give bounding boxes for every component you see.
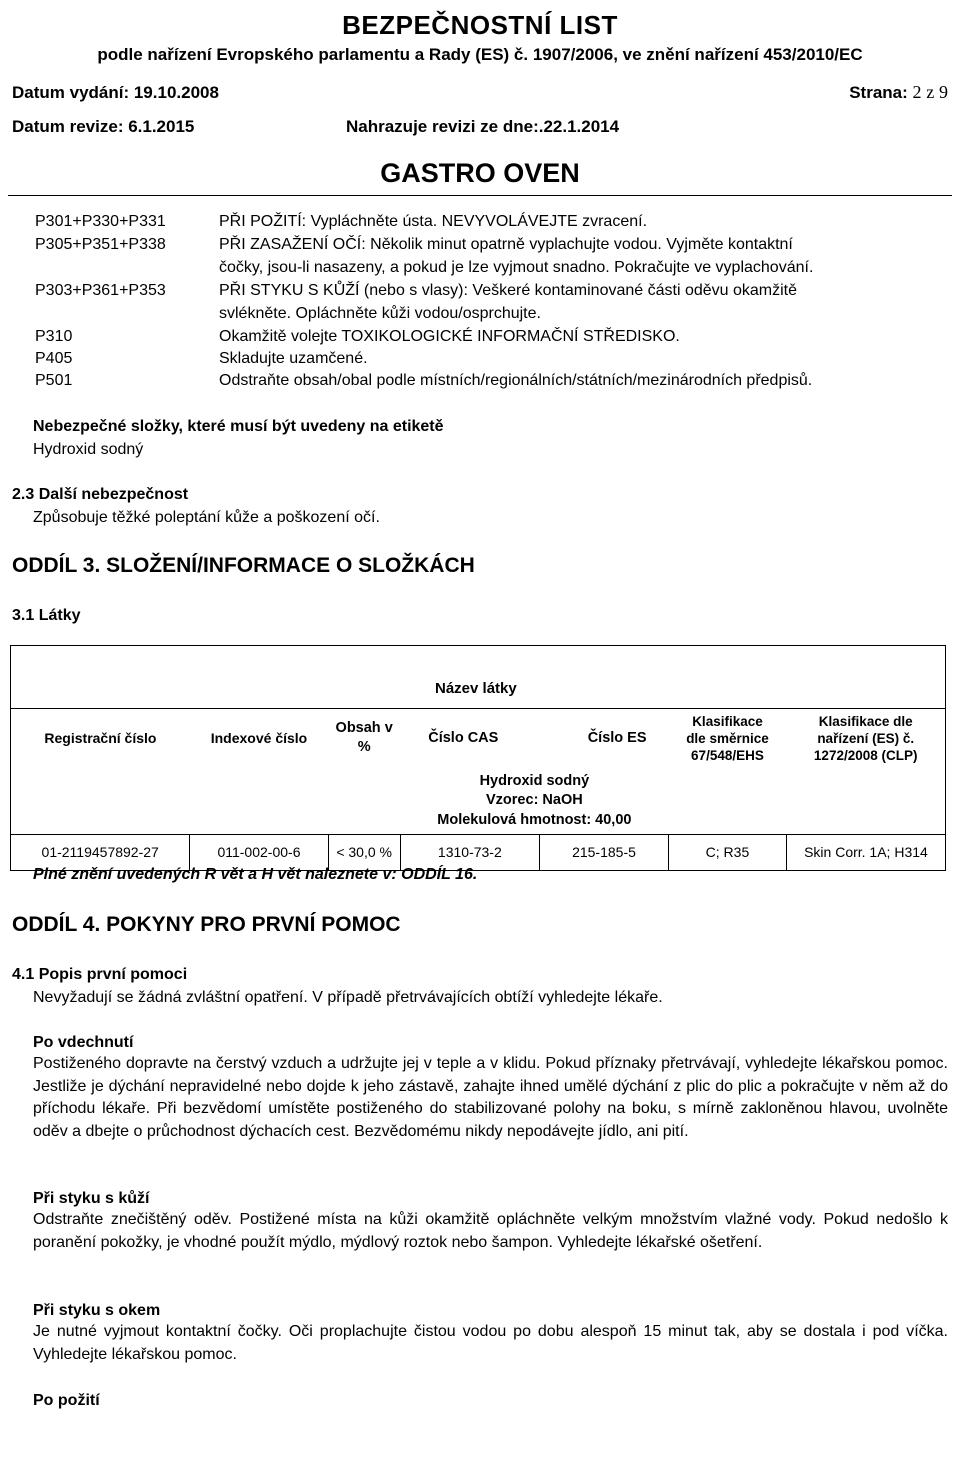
hazardous-heading: Nebezpečné složky, které musí být uvedeny na etiketě [33, 418, 444, 435]
cell-es: 215-185-5 [539, 834, 668, 870]
precaution-text: Okamžitě volejte TOXIKOLOGICKÉ INFORMAČNÍ STŘEDISKO. [219, 328, 680, 345]
table-row [11, 834, 946, 870]
r-h-phrases-note: Plné znění uvedených R vět a H vět naleznete v: ODDÍL 16. [33, 866, 478, 883]
col-index-number: Indexové číslo [190, 708, 328, 768]
inhalation-text: Postiženého dopravte na čerstvý vzduch a udržujte jej v teple a v klidu. Pokud příznaky přetrvávají, vyhledejte lékařskou pomoc. Jestliže je dýchání nepravidelné nebo dojde k jeho zástavě, zahajte ihned umělé dýchání z plic do plic a pokračujte v něm až do příchodu lékaře. Při bezvědomí umístěte postiženého do stabilizované polohy na boku, s mírně zakloněnou hlavou, uvolněte oděv a dbejte o průchodnost dýchacích cest. Bezvědomému nikdy nepodávejte jídlo, ani pití. [33, 1055, 948, 1140]
page-label: Strana: [849, 83, 908, 102]
col-clp-line: Klasifikace dle [818, 713, 913, 729]
product-name: GASTRO OVEN [380, 158, 580, 188]
col-registration-number: Registrační číslo [11, 708, 190, 768]
precaution-text: PŘI POŽITÍ: Vypláchněte ústa. NEVYVOLÁVEJTE zvracení. [219, 213, 648, 230]
eye-contact-heading: Při styku s okem [33, 1302, 161, 1319]
col-directive-classification [669, 708, 787, 768]
ingestion-heading: Po požití [33, 1392, 100, 1409]
col-content [328, 708, 400, 768]
document-title: BEZPEČNOSTNÍ LIST [342, 10, 618, 40]
precaution-text: čočky, jsou-li nasazeny, a pokud je lze vyjmout snadno. Pokračujte ve vyplachování. [219, 259, 814, 276]
col-directive-line: Klasifikace [692, 713, 763, 729]
col-directive-line: 67/548/EHS [691, 747, 764, 763]
cell-index: 011-002-00-6 [190, 834, 328, 870]
col-es-number: Číslo ES [587, 730, 647, 747]
cas-es-labels [400, 730, 668, 746]
page-total: 9 [939, 82, 948, 102]
first-aid-general: Nevyžadují se žádná zvláštní opatření. V případě přetrvávajících obtíží vyhledejte lékaře. [33, 989, 663, 1006]
issue-date: Datum vydání: 19.10.2008 [12, 83, 219, 102]
eye-contact-text: Je nutné vyjmout kontaktní čočky. Oči proplachujte čistou vodou po dobu alespoň 15 minut tak, aby se dostala i pod víčka. Vyhledejte lékařskou pomoc. [33, 1323, 948, 1363]
col-directive-line: dle směrnice [686, 730, 769, 746]
precaution-text: svlékněte. Opláchněte kůži vodou/osprchujte. [219, 305, 541, 322]
precaution-text: PŘI STYKU S KŮŽÍ (nebo s vlasy): Veškeré kontaminované části oděvu okamžitě [219, 282, 798, 299]
substance-name-header: Název látky [435, 679, 517, 697]
substance-name: Hydroxid sodný [479, 772, 590, 789]
cas-es-header [400, 708, 668, 768]
precaution-text: Odstraňte obsah/obal podle místních/regionálních/státních/mezinárodních předpisů. [219, 372, 813, 389]
substance-molecular-weight: Molekulová hmotnost: 40,00 [437, 811, 632, 828]
hazardous-item: Hydroxid sodný [33, 441, 144, 458]
inhalation-heading: Po vdechnutí [33, 1034, 134, 1051]
col-content-line: % [357, 739, 371, 756]
precaution-code: P305+P351+P338 [35, 236, 166, 253]
cell-directive: C; R35 [669, 834, 787, 870]
precaution-text: PŘI ZASAŽENÍ OČÍ: Několik minut opatrně vyplachujte vodou. Vyjměte kontaktní [219, 236, 793, 253]
substances-heading: 3.1 Látky [12, 607, 81, 624]
precaution-code: P405 [35, 350, 73, 367]
cell-content: < 30,0 % [328, 834, 400, 870]
col-cas-number: Číslo CAS [428, 730, 499, 747]
precaution-code: P501 [35, 372, 73, 389]
col-clp-classification [786, 708, 945, 768]
col-clp-line: nařízení (ES) č. [817, 730, 915, 746]
page-number: 2 [912, 82, 922, 102]
revision-date: Datum revize: 6.1.2015 [12, 117, 195, 136]
col-content-line: Obsah v [335, 720, 393, 737]
section-4-title: ODDÍL 4. POKYNY PRO PRVNÍ POMOC [12, 913, 401, 936]
regulation-subtitle: podle nařízení Evropského parlamentu a Rady (ES) č. 1907/2006, ve znění nařízení 453/2010/EC [97, 45, 863, 64]
col-clp-line: 1272/2008 (CLP) [813, 747, 918, 763]
precaution-code: P303+P361+P353 [35, 282, 166, 299]
other-hazards-heading: 2.3 Další nebezpečnost [12, 486, 189, 503]
page-indicator [849, 82, 948, 103]
skin-contact-text: Odstraňte znečištěný oděv. Postižené místa na kůži okamžitě opláchněte velkým množstvím vlažné vody. Pokud nedošlo k poranění pokožky, je vhodné použít mýdlo, mýdlový roztok nebo šampon. Vyhledejte lékařské ošetření. [33, 1211, 948, 1251]
precaution-code: P310 [35, 328, 73, 345]
precaution-code: P301+P330+P331 [35, 213, 166, 230]
substance-formula: Vzorec: NaOH [486, 792, 583, 808]
precaution-text: Skladujte uzamčené. [219, 350, 368, 367]
substance-identity [400, 768, 668, 834]
skin-contact-heading: Při styku s kůží [33, 1190, 150, 1207]
page-of: z [926, 82, 935, 102]
replaces-revision: Nahrazuje revizi ze dne:.22.1.2014 [346, 117, 620, 136]
cell-clp: Skin Corr. 1A; H314 [786, 834, 945, 870]
header-divider [8, 195, 952, 196]
cell-registration: 01-2119457892-27 [11, 834, 190, 870]
substance-table [10, 645, 946, 871]
section-3-title: ODDÍL 3. SLOŽENÍ/INFORMACE O SLOŽKÁCH [12, 554, 475, 577]
cell-cas: 1310-73-2 [400, 834, 539, 870]
other-hazards-text: Způsobuje těžké poleptání kůže a poškození očí. [33, 509, 380, 526]
first-aid-heading: 4.1 Popis první pomoci [12, 966, 188, 983]
